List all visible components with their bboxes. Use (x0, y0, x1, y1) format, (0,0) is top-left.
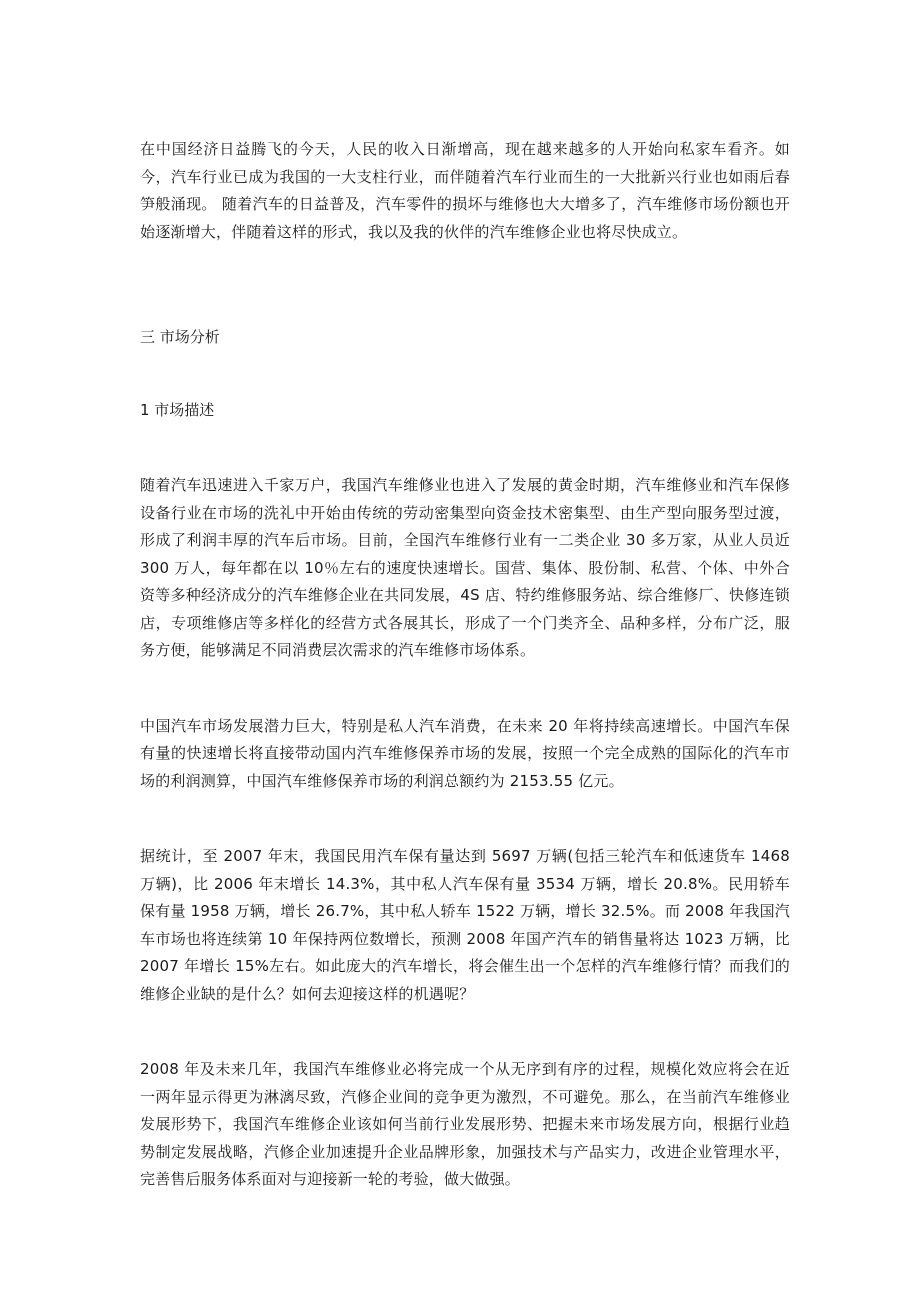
spacer (140, 246, 790, 324)
paragraph-market-description: 随着汽车迅速进入千家万户，我国汽车维修业也进入了发展的黄金时期，汽车维修业和汽车保修设备行业在市场的洗礼中开始由传统的劳动密集型向资金技术密集型、由生产型向服务型过渡，形成了利润丰厚的汽车后市场。目前，全国汽车维修行业有一二类企业 30 多万家，从业人员近 300 万人，每年都在以 10％左右的速度快速增长。国营、集体、股份制、私营、个体、中外合资等多种经济成分的汽车维修企业在共同发展，4S 店、特约维修服务站、综合维修厂、快修连锁店，专项维修店等多样化的经营方式各展其长，形成了一个门类齐全、品种多样，分布广泛，服务方便，能够满足不同消费层次需求的汽车维修市场体系。 (140, 476, 790, 659)
spacer (140, 795, 790, 843)
paragraph-market-potential: 中国汽车市场发展潜力巨大，特别是私人汽车消费，在未来 20 年将持续高速增长。中国汽车保有量的快速增长将直接带动国内汽车维修保养市场的发展，按照一个完全成熟的国际化的汽车市场的利润测算，中国汽车维修保养市场的利润总额约为 2153.55 亿元。 (140, 716, 790, 790)
spacer (140, 665, 790, 713)
spacer (140, 352, 790, 397)
subsection-heading: 1 市场描述 (140, 400, 215, 419)
intro-paragraph: 在中国经济日益腾飞的今天，人民的收入日渐增高，现在越来越多的人开始向私家车看齐。如今，汽车行业已成为我国的一大支柱行业，而伴随着汽车行业而生的一大批新兴行业也如雨后春笋般涌现。 随着汽车的日益普及，汽车零件的损坏与维修也大大增多了，汽车维修市场份额也开始逐渐增大，伴随着这样的形式，我以及我的伙伴的汽车维修企业也将尽快成立。 (140, 140, 790, 241)
paragraph-outlook: 2008 年及未来几年，我国汽车维修业必将完成一个从无序到有序的过程，规模化效应将会在近一两年显示得更为淋漓尽致，汽修企业间的竞争更为激烈，不可避免。那么，在当前汽车维修业发展形势下，我国汽车维修企业该如何当前行业发展形势、把握未来市场发展方向，根据行业趋势制定发展战略，汽修企业加速提升企业品牌形象，加强技术与产品实力，改进企业管理水平，完善售后服务体系面对与迎接新一轮的考验，做大做强。 (140, 1060, 790, 1188)
document-page (140, 136, 790, 1194)
paragraph-statistics: 据统计，至 2007 年末，我国民用汽车保有量达到 5697 万辆(包括三轮汽车和低速货车 1468 万辆)，比 2006 年末增长 14.3%，其中私人汽车保有量 3534 万辆，增长 20.8%。民用轿车保有量 1958 万辆，增长 26.7%，其中私人轿车 1522 万辆，增长 32.5%。而 2008 年我国汽车市场也将连续第 10 年保持两位数增长，预测 2008 年国产汽车的销售量将达 1023 万辆，比 2007 年增长 15%左右。如此庞大的汽车增长，将会催生出一个怎样的汽车维修行情？而我们的维修企业缺的是什么？如何去迎接这样的机遇呢？ (140, 847, 790, 1003)
spacer (140, 424, 790, 472)
section-heading: 三 市场分析 (140, 328, 220, 346)
spacer (140, 1008, 790, 1056)
